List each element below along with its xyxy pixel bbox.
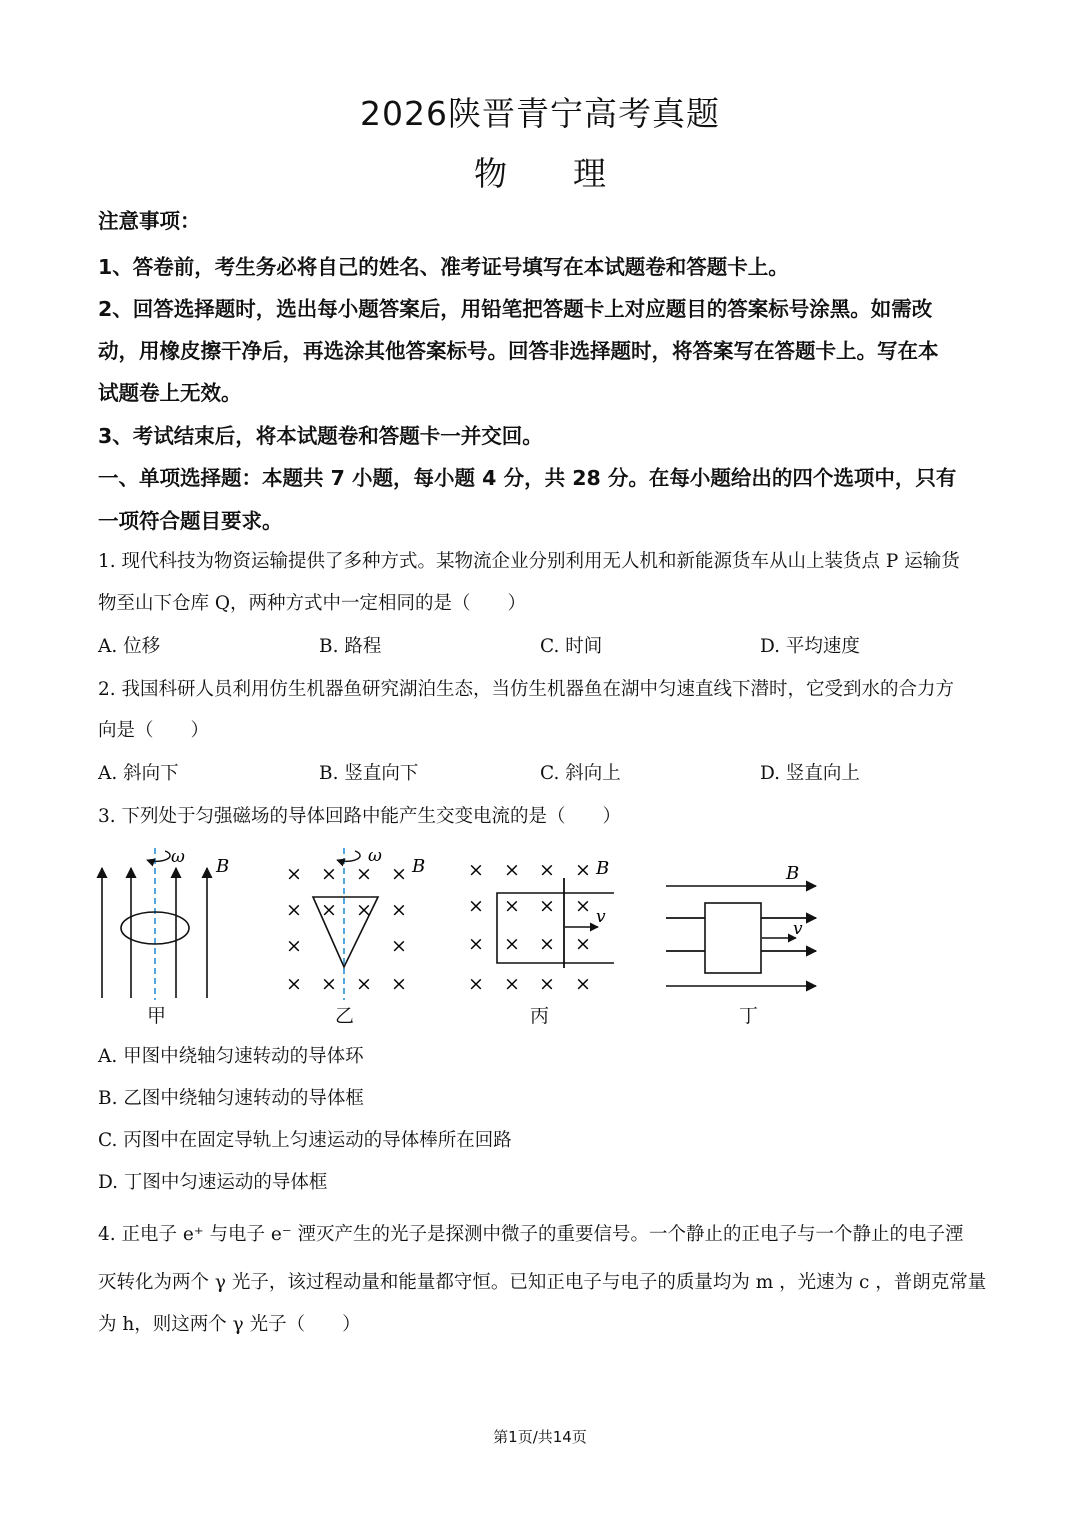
figure-bing [468,858,614,995]
q1-stem-a: 1. 现代科技为物资运输提供了多种方式。某物流企业分别利用无人机和新能源货车从山上装货点 P 运输货 [98,551,960,572]
field-cross-mark: × [321,899,337,921]
field-cross-mark: × [539,895,555,917]
bing-v-label: v [596,907,606,927]
field-cross-mark: × [391,973,407,995]
q3-option-b[interactable]: B. 乙图中绕轴匀速转动的导体框 [98,1088,364,1109]
figure-label-ding: 丁 [739,1005,759,1027]
subject-title: 物 理 [474,154,606,193]
q1-stem-b: 物至山下仓库 Q，两种方式中一定相同的是（ ） [98,593,527,614]
figure-label-bing: 丙 [530,1005,550,1027]
figure-yi [286,846,425,1000]
section-heading-a: 一、单项选择题：本题共 7 小题，每小题 4 分，共 28 分。在每小题给出的四个选项中，只有 [98,466,957,490]
field-cross-mark: × [468,933,484,955]
field-cross-mark: × [391,899,407,921]
field-cross-mark: × [539,859,555,881]
field-cross-mark: × [391,863,407,885]
field-cross-mark: × [321,863,337,885]
q2-option-a[interactable]: A. 斜向下 [98,763,179,784]
q1-option-d[interactable]: D. 平均速度 [760,636,860,657]
field-cross-mark: × [286,973,302,995]
notice-line-2b: 动，用橡皮擦干净后，再选涂其他答案标号。回答非选择题时，将答案写在答题卡上。写在本 [98,339,939,363]
q3-figures [0,838,1080,1008]
q2-option-b[interactable]: B. 竖直向下 [319,763,419,784]
field-cross-mark: × [286,899,302,921]
q2-option-c[interactable]: C. 斜向上 [540,763,621,784]
field-cross-mark: × [539,973,555,995]
notice-line-3: 3、考试结束后，将本试题卷和答题卡一并交回。 [98,424,543,448]
q3-option-a[interactable]: A. 甲图中绕轴匀速转动的导体环 [98,1046,364,1067]
notice-line-1: 1、答卷前，考生务必将自己的姓名、准考证号填写在本试题卷和答题卡上。 [98,255,789,279]
notice-heading: 注意事项： [98,209,201,233]
field-cross-mark: × [356,863,372,885]
field-cross-mark: × [575,933,591,955]
field-cross-mark: × [539,933,555,955]
field-cross-mark: × [575,859,591,881]
bing-b-label: B [596,858,610,879]
field-cross-mark: × [504,973,520,995]
page-title: 2026陕晋青宁高考真题 [360,94,720,133]
field-cross-mark: × [575,895,591,917]
yi-b-label: B [412,856,426,877]
section-heading-b: 一项符合题目要求。 [98,509,283,533]
page-number: 第1页/共14页 [493,1428,587,1446]
field-cross-mark: × [504,895,520,917]
q3-option-d[interactable]: D. 丁图中匀速运动的导体框 [98,1172,328,1193]
q4-stem-a: 4. 正电子 e⁺ 与电子 e⁻ 湮灭产生的光子是探测中微子的重要信号。一个静止的正电子与一个静止的电子湮 [98,1224,964,1245]
yi-crosses [286,863,407,995]
yi-omega: ω [368,846,382,866]
notice-line-2a: 2、回答选择题时，选出每小题答案后，用铅笔把答题卡上对应题目的答案标号涂黑。如需改 [98,297,933,321]
field-cross-mark: × [356,973,372,995]
field-cross-mark: × [286,863,302,885]
field-cross-mark: × [286,935,302,957]
field-cross-mark: × [575,973,591,995]
field-cross-mark: × [391,935,407,957]
q3-option-c[interactable]: C. 丙图中在固定导轨上匀速运动的导体棒所在回路 [98,1130,512,1151]
q3-stem: 3. 下列处于匀强磁场的导体回路中能产生交变电流的是（ ） [98,806,622,827]
q1-option-a[interactable]: A. 位移 [98,636,161,657]
notice-line-2c: 试题卷上无效。 [98,381,242,405]
field-cross-mark: × [468,859,484,881]
field-cross-mark: × [504,933,520,955]
q1-option-b[interactable]: B. 路程 [319,636,382,657]
q2-stem-a: 2. 我国科研人员利用仿生机器鱼研究湖泊生态，当仿生机器鱼在湖中匀速直线下潜时，它受到水的合力方 [98,679,955,700]
field-cross-mark: × [468,895,484,917]
ding-v-label: v [793,919,803,939]
jia-b-label: B [216,856,230,877]
figure-label-yi: 乙 [335,1005,355,1027]
q2-stem-b: 向是（ ） [98,720,210,741]
field-cross-mark: × [321,973,337,995]
q2-option-d[interactable]: D. 竖直向上 [760,763,860,784]
field-cross-mark: × [356,899,372,921]
q4-stem-c: 为 h，则这两个 γ 光子（ ） [98,1314,361,1335]
ding-b-label: B [786,863,800,884]
figure-ding [666,863,816,986]
field-cross-mark: × [468,973,484,995]
q4-stem-b: 灭转化为两个 γ 光子，该过程动量和能量都守恒。已知正电子与电子的质量均为 m ，光速为 c ，普朗克常量 [98,1272,987,1293]
figure-label-jia: 甲 [147,1005,167,1027]
jia-omega: ω [171,847,185,867]
field-cross-mark: × [504,859,520,881]
q1-option-c[interactable]: C. 时间 [540,636,603,657]
figure-jia [102,847,229,1000]
